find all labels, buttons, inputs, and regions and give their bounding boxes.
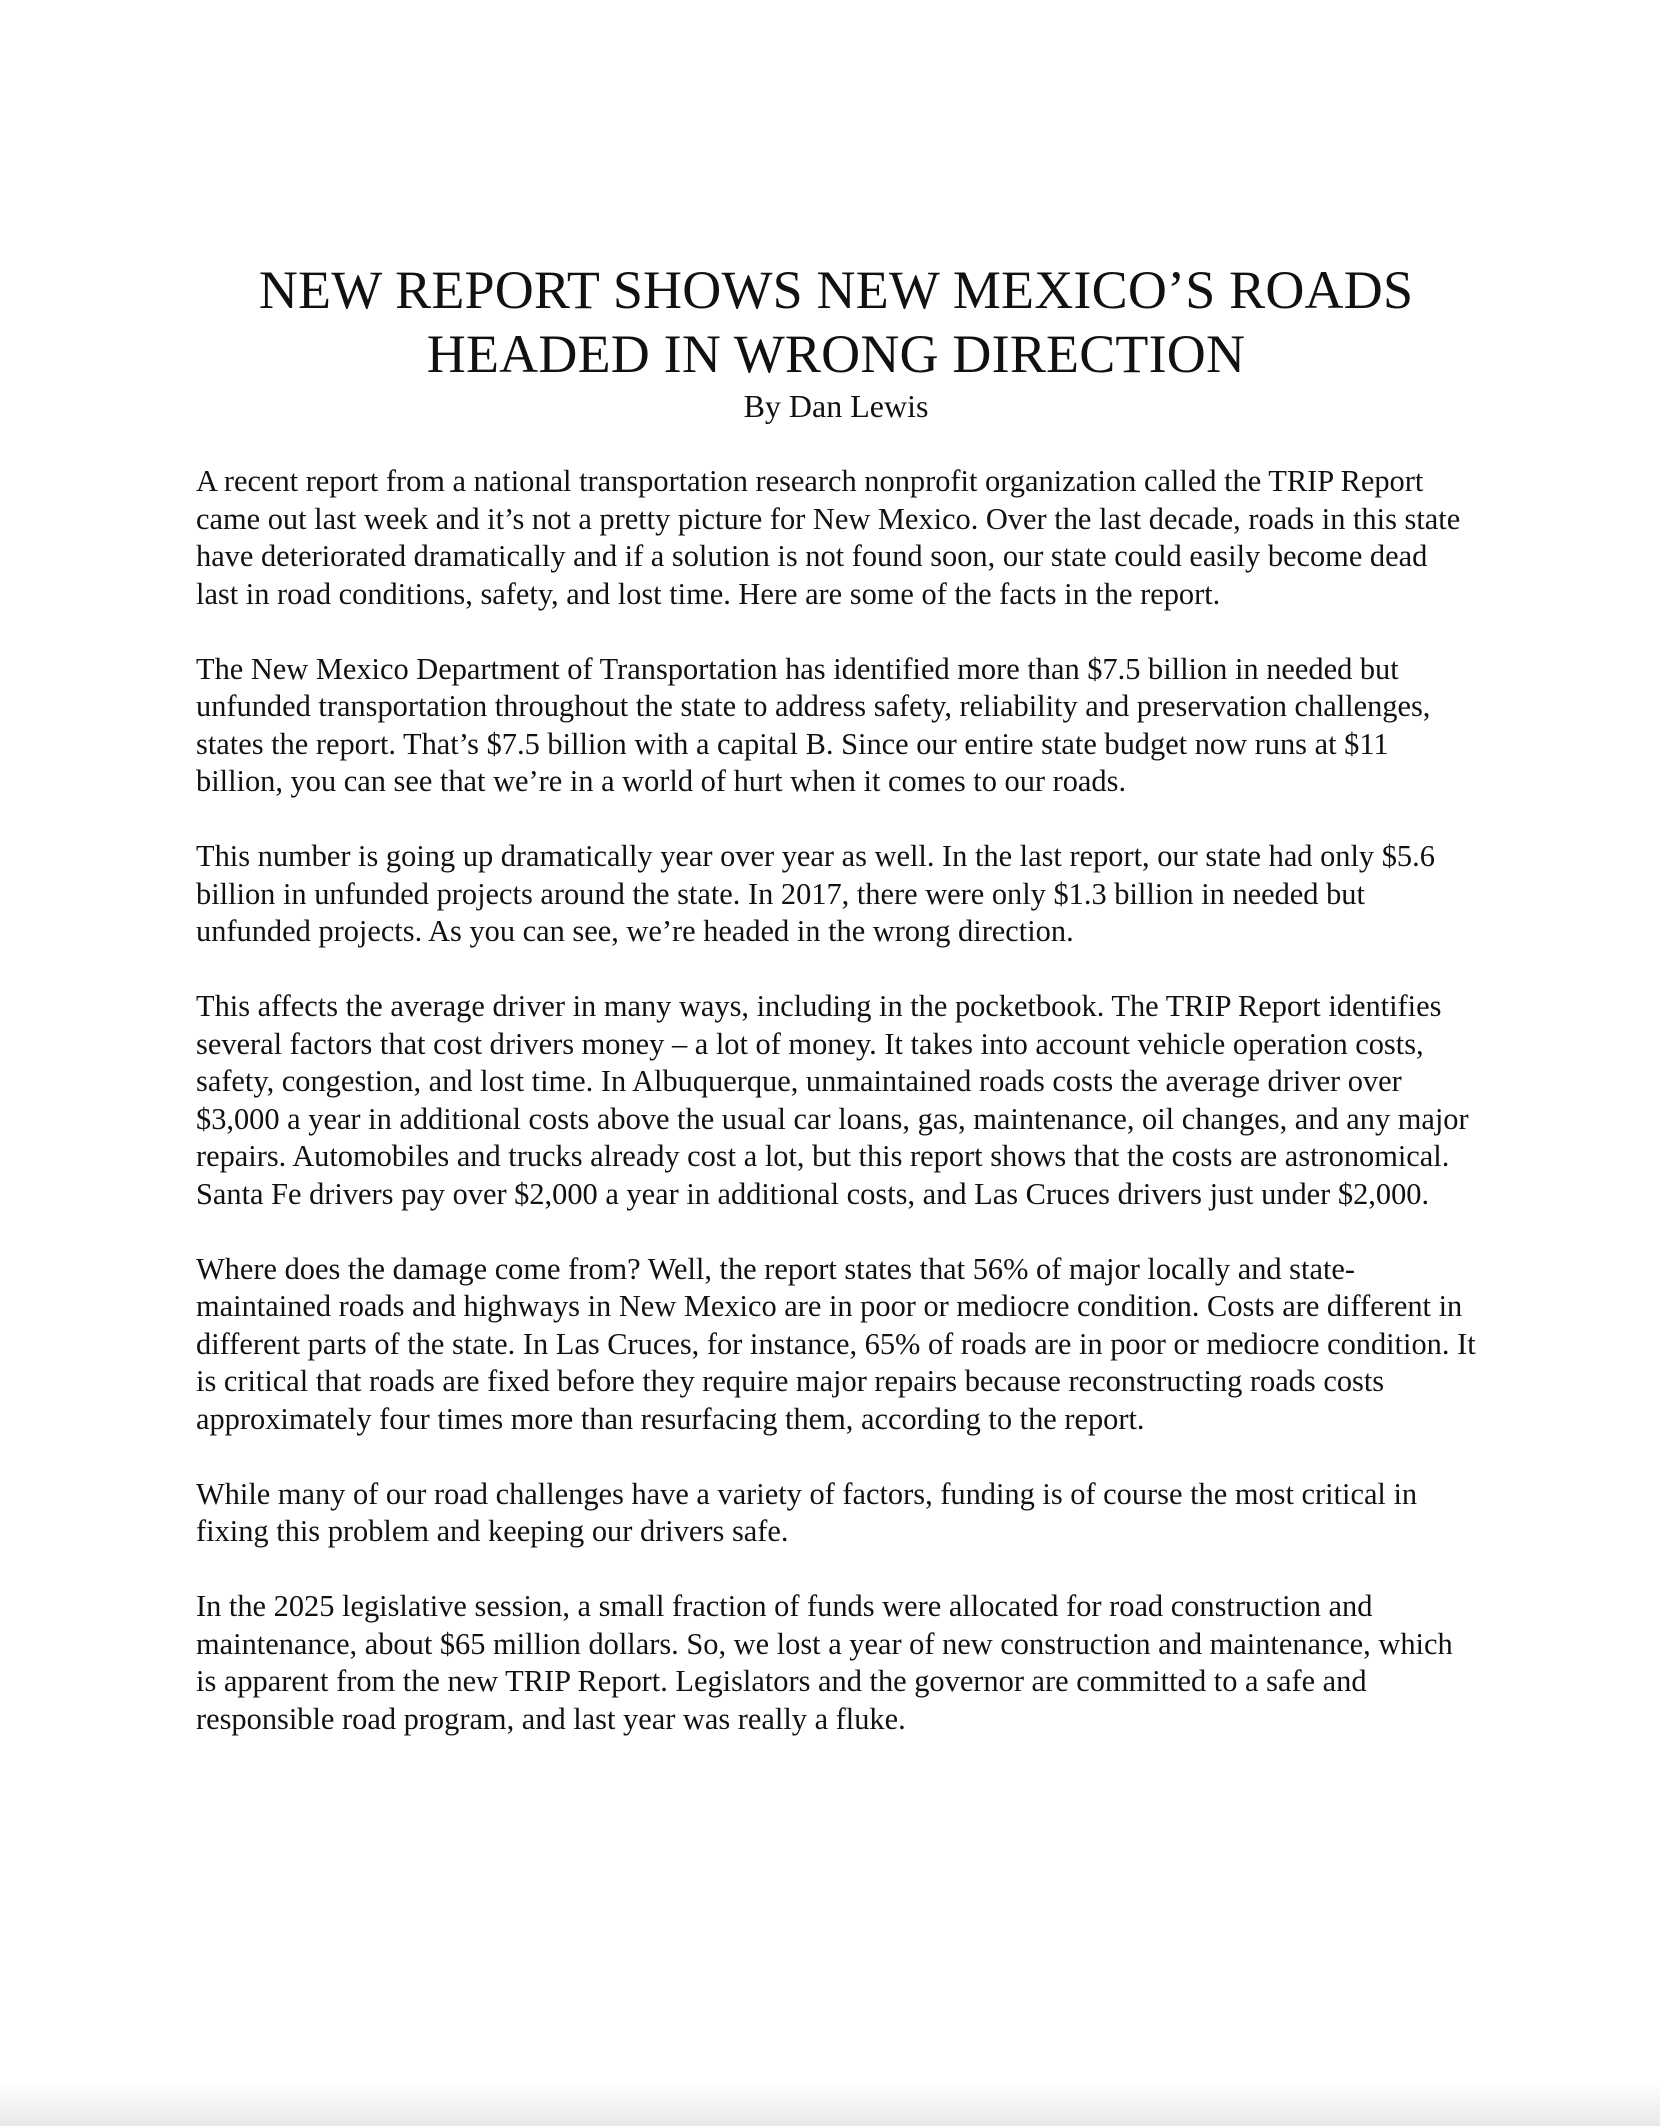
- paragraph-5: Where does the damage come from? Well, the report states that 56% of major locally and state-maintained roads and highways in New Mexico are in poor or mediocre condition. Costs are different in different parts of the state. In Las Cruces, for instance, 65% of roads are in poor or mediocre condition. It is critical that roads are fixed before they require major repairs because reconstructing roads costs approximately four times more than resurfacing them, according to the report.: [196, 1251, 1476, 1436]
- article: [196, 258, 1476, 1776]
- paragraph-7: In the 2025 legislative session, a small fraction of funds were allocated for road construction and maintenance, about $65 million dollars. So, we lost a year of new construction and maintenance, which is apparent from the new TRIP Report. Legislators and the governor are committed to a safe and responsible road program, and last year was really a fluke.: [196, 1589, 1453, 1736]
- article-title-line-1: NEW REPORT SHOWS NEW MEXICO’S ROADS: [258, 260, 1414, 320]
- article-title-line-2: HEADED IN WRONG DIRECTION: [426, 324, 1246, 384]
- paragraph-1: A recent report from a national transportation research nonprofit organization called the TRIP Report came out last week and it’s not a pretty picture for New Mexico. Over the last decade, roads in this state have deteriorated dramatically and if a solution is not found soon, our state could easily become dead last in road conditions, safety, and lost time. Here are some of the facts in the report.: [196, 464, 1461, 611]
- article-byline: By Dan Lewis: [743, 388, 929, 424]
- page-bottom-shadow: [0, 2082, 1660, 2126]
- paragraph-2: The New Mexico Department of Transportation has identified more than $7.5 billion in needed but unfunded transportation throughout the state to address safety, reliability and preservation challenges, states the report. That’s $7.5 billion with a capital B. Since our entire state budget now runs at $11 billion, you can see that we’re in a world of hurt when it comes to our roads.: [196, 651, 1431, 798]
- article-body: [196, 463, 1476, 1738]
- paragraph-6: While many of our road challenges have a variety of factors, funding is of course the most critical in fixing this problem and keeping our drivers safe.: [196, 1476, 1418, 1548]
- article-title: [196, 258, 1476, 386]
- paragraph-3: This number is going up dramatically year over year as well. In the last report, our state had only $5.6 billion in unfunded projects around the state. In 2017, there were only $1.3 billion in needed but unfunded projects. As you can see, we’re headed in the wrong direction.: [196, 839, 1435, 948]
- paragraph-4: This affects the average driver in many ways, including in the pocketbook. The TRIP Report identifies several factors that cost drivers money – a lot of money. It takes into account vehicle operation costs, safety, congestion, and lost time. In Albuquerque, unmaintained roads costs the average driver over $3,000 a year in additional costs above the usual car loans, gas, maintenance, oil changes, and any major repairs. Automobiles and trucks already cost a lot, but this report shows that the costs are astronomical. Santa Fe drivers pay over $2,000 a year in additional costs, and Las Cruces drivers just under $2,000.: [196, 989, 1469, 1211]
